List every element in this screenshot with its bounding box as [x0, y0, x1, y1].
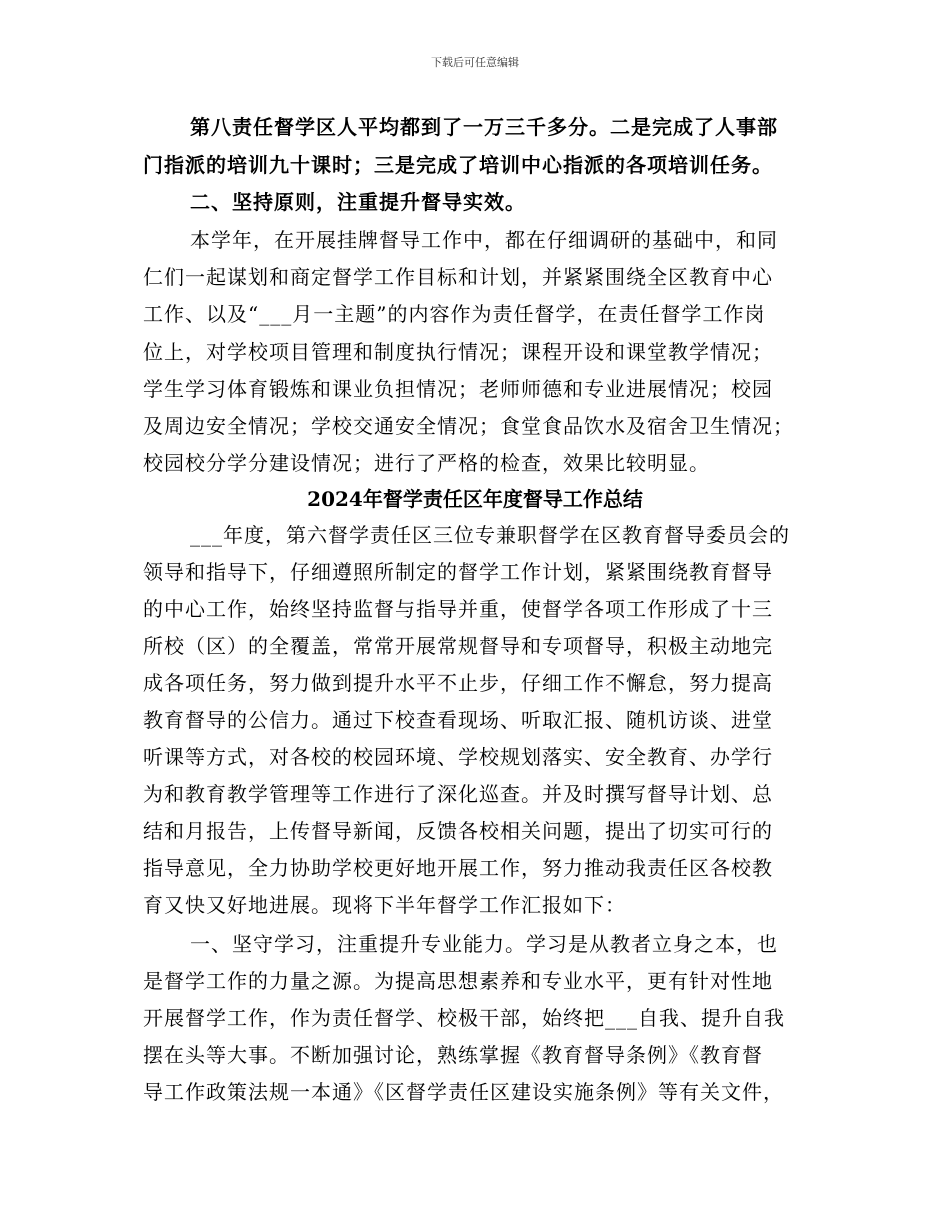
document-title: 2024年督学责任区年度督导工作总结 [307, 487, 643, 511]
paragraph-line: 一、坚守学习，注重提升专业能力。学习是从教者立身之本，也 [190, 932, 778, 956]
paragraph-line: 校园校分学分建设情况；进行了严格的检查，效果比较明显。 [143, 451, 710, 475]
paragraph-line: 导工作政策法规一本通》《区督学责任区建设实施条例》等有关文件， [143, 1080, 784, 1104]
paragraph-line: 本学年，在开展挂牌督导工作中，都在仔细调研的基础中，和同 [190, 228, 778, 252]
paragraph-line: 摆在头等大事。不断加强讨论，熟练掌握《教育督导条例》《教育督 [143, 1043, 763, 1067]
paragraph-line: 指导意见，全力协助学校更好地开展工作，努力推动我责任区各校教 [143, 856, 773, 880]
paragraph-line: 领导和指导下，仔细遵照所制定的督学工作计划，紧紧围绕教育督导 [143, 560, 773, 584]
paragraph-line: 听课等方式，对各校的校园环境、学校规划落实、安全教育、办学行 [143, 745, 773, 769]
paragraph-line: 工作、以及“___月一主题”的内容作为责任督学，在责任督学工作岗 [143, 302, 766, 326]
paragraph-line: 的中心工作，始终坚持监督与指导并重，使督学各项工作形成了十三 [143, 597, 773, 621]
paragraph-line: 第八责任督学区人平均都到了一万三千多分。二是完成了人事部 [190, 115, 778, 139]
paragraph-line: ___年度，第六督学责任区三位专兼职督学在区教育督导委员会的 [190, 523, 790, 547]
paragraph-line: 为和教育教学管理等工作进行了深化巡查。并及时撰写督导计划、总 [143, 782, 773, 806]
paragraph-line: 及周边安全情况；学校交通安全情况；食堂食品饮水及宿舍卫生情况； [143, 414, 794, 438]
paragraph-line: 学生学习体育锻炼和课业负担情况；老师师德和专业进展情况；校园 [143, 377, 773, 401]
paragraph-line: 开展督学工作，作为责任督学、校极干部，始终把___自我、提升自我 [143, 1006, 785, 1030]
paragraph-line: 是督学工作的力量之源。为提高思想素养和专业水平，更有针对性地 [143, 969, 773, 993]
paragraph-line: 育又快又好地进展。现将下半年督学工作汇报如下： [143, 893, 626, 917]
paragraph-line: 所校（区）的全覆盖，常常开展常规督导和专项督导，积极主动地完 [143, 634, 773, 658]
paragraph-line: 结和月报告，上传督导新闻，反馈各校相关问题，提出了切实可行的 [143, 819, 773, 843]
paragraph-line: 门指派的培训九十课时；三是完成了培训中心指派的各项培训任务。 [143, 153, 773, 177]
paragraph-line: 仁们一起谋划和商定督学工作目标和计划，并紧紧围绕全区教育中心 [143, 265, 773, 289]
page-header: 下载后可任意编辑 [431, 56, 519, 69]
paragraph-line: 教育督导的公信力。通过下校查看现场、听取汇报、随机访谈、进堂 [143, 708, 773, 732]
section-heading: 二、坚持原则，注重提升督导实效。 [190, 190, 526, 214]
paragraph-line: 位上，对学校项目管理和制度执行情况；课程开设和课堂教学情况； [143, 340, 773, 364]
paragraph-line: 成各项任务，努力做到提升水平不止步，仔细工作不懈怠，努力提高 [143, 671, 773, 695]
